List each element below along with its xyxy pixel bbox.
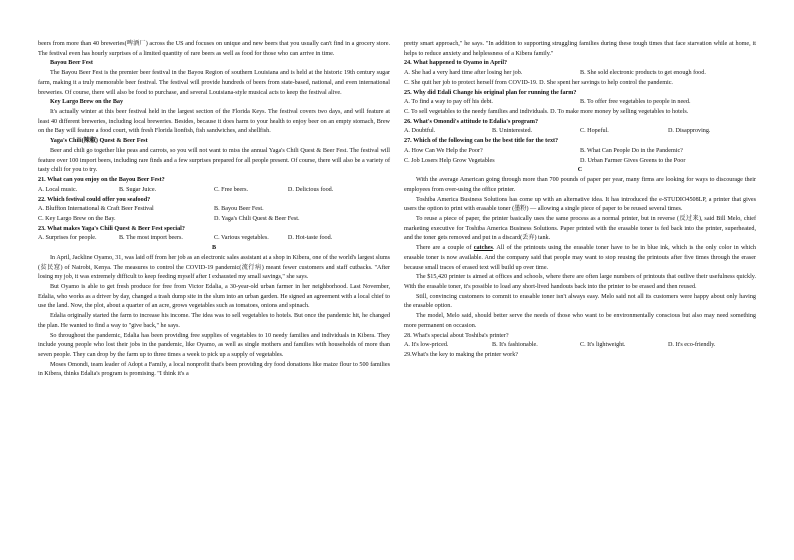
section-c-label: C bbox=[577, 167, 583, 174]
passage-c-paragraph-1: With the average American going through more than 700 pounds of paper per year, many firms are looking for ways to discourage their employees from over-using the office printer. bbox=[404, 177, 756, 193]
option-24b: B. She sold electronic products to get enough food. bbox=[580, 70, 706, 77]
passage-c-paragraph-3: To reuse a piece of paper, the printer basically uses the same process as a normal printer, but in reverse (反过来), said Bill Melo, chief marketing executive for Toshiba America Business Solutions. Paper printed with the erasable toner is fed back into the printer, superheated, and the toner gets removed and put in a discard(丢弃) tank. bbox=[404, 215, 756, 242]
question-25-options-row1 bbox=[404, 98, 756, 108]
option-25d: D. To make more money by selling vegetables to hotels. bbox=[550, 109, 689, 116]
passage-c-paragraph-4 bbox=[404, 244, 756, 273]
question-21-options bbox=[38, 186, 390, 196]
question-27-options-row1 bbox=[404, 147, 756, 157]
option-23b: B. The most import beers. bbox=[118, 235, 183, 242]
option-21b: B. Sugar Juice. bbox=[118, 186, 157, 193]
passage-b-paragraph-4: So throughout the pandemic, Edalia has been providing free supplies of vegetables to 10 needy families and individuals in Kibera. They include young people who lost their jobs in the pandemic, like Oyamo, as well as single mothers and families with households of more than seven people. They can drop by the farm up to three times a week to pick up a supply of vegetables. bbox=[38, 332, 390, 358]
question-23: 23. What makes Yaga's Chili Quest & Beer Fest special? bbox=[38, 225, 185, 232]
passage-b-paragraph-2: But Oyamo is able to get fresh produce for free from Victor Edalia, a 30-year-old urban farmer in her neighborhood. Last November, Edalia, who works as a driver by day, changed a trash dump site in the slum into an urban garden. He signed an agreement with a local chief to use the land. Now, the plot, about a quarter of an acre, grows vegetables such as tomatoes, onions and spinach. bbox=[38, 283, 390, 310]
section-b-label: B bbox=[211, 245, 217, 252]
option-28a: A. It's low-priced. bbox=[404, 342, 449, 349]
option-26a: A. Doubtful. bbox=[404, 128, 436, 135]
option-22b: B. Bayou Beer Fest. bbox=[214, 206, 264, 213]
option-27d: D. Urban Farmer Gives Greens to the Poor bbox=[580, 157, 686, 164]
option-22d: D. Yaga's Chili Quest & Beer Fest. bbox=[214, 215, 300, 222]
question-22-options-row1 bbox=[38, 205, 390, 215]
passage-c-paragraph-5: The $15,420 printer is aimed at offices and schools, where there are often large numbers of printouts that outlive their usefulness quickly. With the erasable toner, it's possible to load any short-lived handouts back into the printer to be erased and then reused. bbox=[404, 274, 756, 290]
option-26c: C. Hopeful. bbox=[580, 128, 609, 135]
right-column bbox=[404, 40, 756, 361]
question-29: 29.What's the key to making the printer work? bbox=[404, 352, 518, 358]
option-25b: B. To offer free vegetables to people in need. bbox=[580, 99, 691, 106]
passage-b-paragraph-3: Edalia originally started the farm to increase his income. The idea was to sell vegetables to hotels. But once the pandemic hit, he changed the plan. He wanted to find a way to "give back," he says. bbox=[38, 313, 390, 329]
passage-b-paragraph-1: In April, Jackline Oyamo, 31, was laid off from her job as an electronic sales assistant at a shop in Kibera, one of the world's largest slums (贫民窟) of Nairobi, Kenya. The measures to control the COVID-19 pandemic(流行病) meant fewer customers and staff cutbacks. "After losing my job, it was extremely difficult to keep feeding myself after I exhausted my small savings," she says. bbox=[38, 254, 390, 281]
question-22-options-row2 bbox=[38, 215, 390, 225]
option-22a: A. Bluffton International & Craft Beer Festival bbox=[38, 206, 154, 213]
option-25a: A. To find a way to pay off his debt. bbox=[404, 99, 493, 106]
question-26: 26. What's Omondi's attitude to Edalia's program? bbox=[404, 118, 539, 125]
option-25c: C. To sell vegetables to the needy families and individuals. bbox=[404, 109, 549, 116]
option-24d: D. She spent her savings to help control the pandemic. bbox=[539, 79, 673, 86]
question-24: 24. What happened to Oyamo in April? bbox=[404, 60, 508, 67]
option-21d: D. Delicious food. bbox=[287, 186, 334, 193]
passage-c-paragraph-7: The model, Melo said, should better serve the needs of those who want to be environmentally conscious but also may need something more permanent on occasion. bbox=[404, 313, 756, 329]
option-23c: C. Various vegetables. bbox=[213, 235, 269, 242]
underlined-word-catches: catches bbox=[473, 245, 493, 252]
question-27: 27. Which of the following can be the best title for the text? bbox=[404, 138, 559, 145]
question-22: 22. Which festival could offer you seafood? bbox=[38, 196, 151, 203]
passage-c-p4-after: . All of the printouts using the erasable toner have to be in blue ink, which is the only color in which erasable toner is now available. And the company said that people may want to stop reusing the printouts after five times through the eraser because small traces of erased text will build up over time. bbox=[404, 245, 756, 271]
option-28b: B. It's fashionable. bbox=[492, 342, 538, 349]
option-28c: C. It's lightweight. bbox=[580, 342, 626, 349]
passage-c-p4-before: There are a couple of bbox=[416, 245, 474, 252]
question-26-options bbox=[404, 127, 756, 137]
question-24-options-row2 bbox=[404, 79, 756, 89]
passage-b-continuation: pretty smart approach," he says. "In addition to supporting struggling families during these tough times that face starvation while at home, it helps to reduce anxiety and helplessness of a Kibera family." bbox=[404, 41, 756, 57]
option-23d: D. Hot-taste food. bbox=[287, 235, 333, 242]
question-23-options bbox=[38, 234, 390, 244]
option-24a: A. She had a very hard time after losing her job. bbox=[404, 70, 523, 77]
intro-paragraph: beers from more than 40 breweries(啤酒厂) across the US and focuses on unique and new beers that you usually can't find in a grocery store. The festival even has hourly surprises of a limited quantity of rare beers as well as food for those who can arrive in time. bbox=[38, 41, 390, 57]
question-25: 25. Why did Edali Change his original plan for running the farm? bbox=[404, 89, 577, 96]
option-22c: C. Key Largo Brew on the Bay. bbox=[38, 215, 116, 222]
option-28d: D. It's eco-friendly. bbox=[668, 342, 716, 349]
bayou-paragraph: The Bayou Beer Fest is the premier beer festival in the Bayou Region of southern Louisiana and is held at the historic 19th century sugar farm, making it a truly memorable beer festival. The festival will provide hundreds of beers from state-based, national, and even international breweries. Of course, there will also be food to purchase, and several Louisiana-style musical acts to keep the festival alive. bbox=[38, 70, 390, 96]
option-27b: B. What Can People Do in the Pandemic? bbox=[580, 147, 683, 154]
question-21: 21. What can you enjoy on the Bayou Beer Fest? bbox=[38, 177, 165, 184]
option-23a: A. Surprises for people. bbox=[38, 235, 97, 242]
heading-yaga-chili: Yaga's Chili(辣椒) Quest & Beer Fest bbox=[50, 138, 148, 145]
question-25-options-row2 bbox=[404, 108, 756, 118]
option-26b: B. Uninterested. bbox=[492, 128, 533, 135]
left-column bbox=[38, 40, 390, 380]
option-27c: C. Job Losers Help Grow Vegetables bbox=[404, 157, 495, 164]
option-24c: C. She quit her job to protect herself from COVID-19. bbox=[404, 79, 538, 86]
option-21a: A. Local music. bbox=[38, 186, 78, 193]
question-28: 28. What's special about Toshiba's printer? bbox=[404, 332, 509, 339]
heading-bayou-beer-fest: Bayou Beer Fest bbox=[50, 60, 93, 67]
passage-c-paragraph-6: Still, convincing customers to commit to erasable toner isn't always easy. Melo said not all its customers were happy about only having the erasable option. bbox=[404, 293, 756, 310]
question-24-options-row1 bbox=[404, 69, 756, 79]
question-28-options bbox=[404, 341, 756, 351]
passage-c-paragraph-2: Toshiba America Business Solutions has come up with an alternative idea. It has introduced the e-STUDIO4508LP, a printer that gives users the option to print with erasable toner (墨粉) — allowing a single piece of paper to be reused several times. bbox=[404, 196, 756, 213]
key-largo-paragraph: It's actually winter at this beer festival held in the largest section of the Florida Keys. The festival covers two days, and will feature at least 40 different breweries, including local breweries. Besides, because it does harm to your health to enjoy beer on an empty stomach, Brew on the Bay will feature a food court, with fresh Florida lionfish, fish sandwiches, and shellfish. bbox=[38, 109, 390, 135]
heading-key-largo: Key Largo Brew on the Bay bbox=[50, 99, 124, 106]
option-27a: A. How Can We Help the Poor? bbox=[404, 147, 483, 154]
option-21c: C. Free beers. bbox=[213, 186, 249, 193]
passage-b-paragraph-5: Moses Omondi, team leader of Adopt a Family, a local nonprofit that's been providing dry food donations like maize flour to 500 families in Kibera, thinks Edalia's program is promising. "I think it's a bbox=[38, 361, 390, 378]
yaga-paragraph: Beer and chili go together like peas and carrots, so you will not want to miss the annual Yaga's Chili Quest & Beer Fest. The festival will feature over 100 import beers, including rare finds and a few surprises prepared for all people present. Of course, there will also be a variety of tasty chili for you to try. bbox=[38, 147, 390, 174]
question-27-options-row2 bbox=[404, 157, 756, 167]
option-26d: D. Disapproving. bbox=[668, 128, 711, 135]
